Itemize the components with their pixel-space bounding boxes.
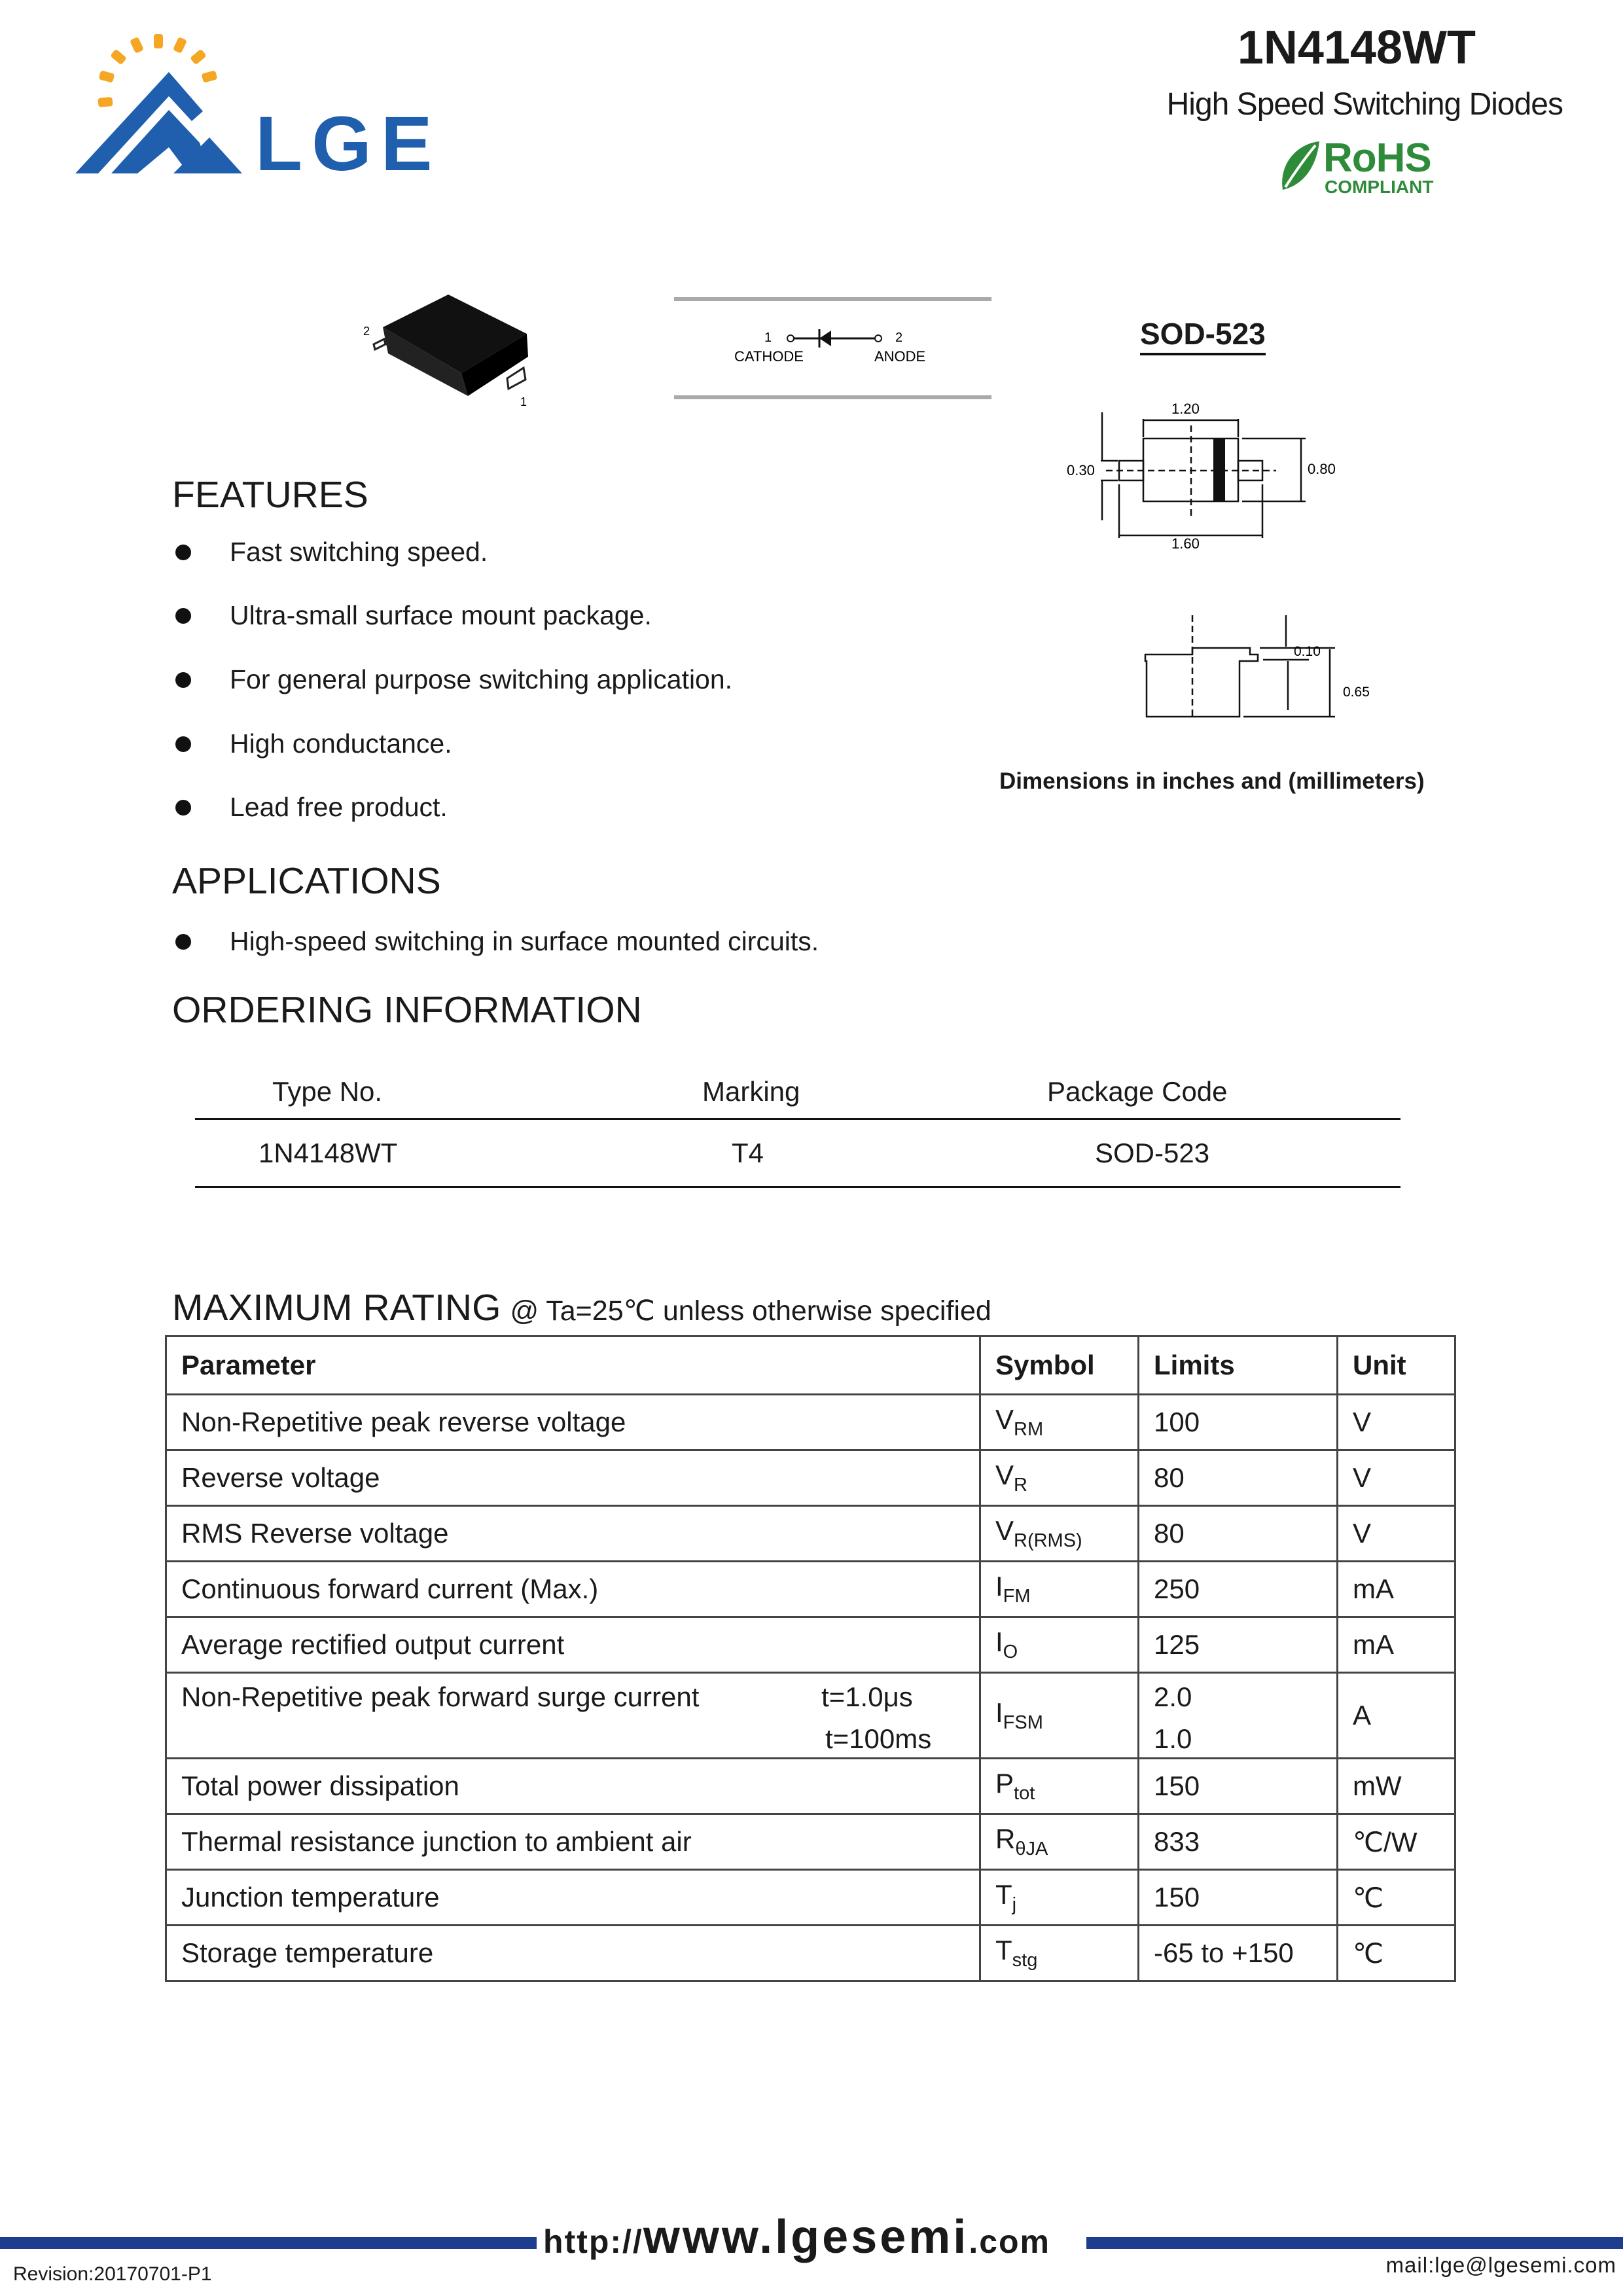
- limit-cell: 125: [1139, 1617, 1338, 1673]
- param-cell: Total power dissipation: [166, 1759, 980, 1814]
- mountain-icon: [75, 72, 242, 173]
- table-header-row: [166, 1336, 1455, 1395]
- table-row: [166, 1562, 1455, 1617]
- features-title: FEATURES: [172, 474, 368, 516]
- cathode-label: CATHODE: [734, 348, 804, 365]
- table-row: [166, 1673, 1455, 1759]
- limit-cell: 80: [1139, 1450, 1338, 1506]
- rating-title: MAXIMUM RATING: [172, 1287, 501, 1329]
- param-cell: Non-Repetitive peak forward surge current t=1.0μs t=100ms: [166, 1673, 980, 1759]
- limit-cell: 833: [1139, 1814, 1338, 1870]
- symbol-cell: $V_R$: [980, 1450, 1139, 1506]
- bullet-icon: [175, 672, 191, 688]
- table-header-cell: Limits: [1139, 1336, 1338, 1395]
- param-cell: Junction temperature: [166, 1870, 980, 1926]
- dim-top-width: 1.20: [1171, 401, 1200, 417]
- rating-condition: @ Ta=25℃ unless otherwise specified: [510, 1295, 991, 1327]
- bullet-icon: [175, 545, 191, 560]
- table-row: [195, 1122, 1400, 1179]
- table-row: [166, 1926, 1455, 1981]
- table-header-cell: Unit: [1338, 1336, 1455, 1395]
- bullet-icon: [175, 736, 191, 752]
- divider: [195, 1118, 1400, 1120]
- unit-cell: ℃: [1338, 1870, 1455, 1926]
- symbol-cell: $V_{RM}$: [980, 1395, 1139, 1450]
- unit-cell: V: [1338, 1395, 1455, 1450]
- revision-text: Revision:20170701-P1: [13, 2263, 212, 2285]
- symbol-cell: $R_{\theta JA}$: [980, 1814, 1139, 1870]
- limit-cell: 150: [1139, 1870, 1338, 1926]
- condition-text: t=100ms: [825, 1723, 932, 1754]
- table-header-cell: Type No.: [272, 1076, 383, 1107]
- table-cell: SOD-523: [1095, 1138, 1210, 1168]
- symbol-cell: $I_O$: [980, 1617, 1139, 1673]
- package-title: SOD-523: [1140, 316, 1266, 355]
- dim-bottom-width: 1.60: [1171, 535, 1200, 552]
- table-row: [166, 1506, 1455, 1562]
- unit-cell: mA: [1338, 1617, 1455, 1673]
- param-cell: Non-Repetitive peak reverse voltage: [166, 1395, 980, 1450]
- bullet-icon: [175, 608, 191, 624]
- package-side-view-drawing: [1113, 615, 1387, 726]
- dim-left-height: 0.30: [1067, 462, 1095, 478]
- param-cell: RMS Reverse voltage: [166, 1506, 980, 1562]
- table-row: [166, 1450, 1455, 1506]
- table-header-cell: Symbol: [980, 1336, 1139, 1395]
- table-row: [166, 1870, 1455, 1926]
- bullet-icon: [175, 800, 191, 816]
- max-rating-table: [165, 1335, 1456, 1982]
- limit-cell: 80: [1139, 1506, 1338, 1562]
- pin1-number: 1: [764, 331, 772, 345]
- ordering-table: [195, 1060, 1400, 1175]
- table-header-cell: Marking: [702, 1076, 800, 1107]
- unit-cell: mW: [1338, 1759, 1455, 1814]
- chip-pin-right-label: 1: [520, 395, 527, 408]
- brand-text: LGE: [255, 101, 442, 183]
- footer-website-link[interactable]: http://www.lgesemi.com: [543, 2211, 1051, 2263]
- symbol-cell: $T_{stg}$: [980, 1926, 1139, 1981]
- package-top-view-drawing: [1067, 393, 1387, 556]
- pin2-number: 2: [895, 331, 903, 345]
- limit-cell: 150: [1139, 1759, 1338, 1814]
- table-row: [166, 1395, 1455, 1450]
- unit-cell: V: [1338, 1506, 1455, 1562]
- divider: [195, 1186, 1400, 1188]
- table-header-row: [195, 1060, 1400, 1118]
- product-subtitle: High Speed Switching Diodes: [1166, 87, 1563, 122]
- symbol-cell: $I_{FM}$: [980, 1562, 1139, 1617]
- table-row: [166, 1759, 1455, 1814]
- rohs-badge: [1276, 135, 1434, 197]
- ordering-title: ORDERING INFORMATION: [172, 989, 642, 1031]
- unit-cell: ℃/W: [1338, 1814, 1455, 1870]
- limit-cell: 250: [1139, 1562, 1338, 1617]
- anode-label: ANODE: [874, 348, 926, 365]
- condition-text: t=1.0μs: [821, 1681, 913, 1712]
- dim-right-height: 0.80: [1308, 461, 1336, 477]
- lge-logo: [72, 33, 478, 183]
- footer-mail-link[interactable]: mail:lge@lgesemi.com: [1385, 2253, 1616, 2277]
- table-cell: 1N4148WT: [259, 1138, 398, 1168]
- param-cell: Storage temperature: [166, 1926, 980, 1981]
- limit-cell: 100: [1139, 1395, 1338, 1450]
- dim-side-height: 0.65: [1343, 685, 1370, 700]
- diode-schematic: [674, 295, 995, 406]
- diode-symbol-icon: [819, 331, 831, 346]
- footer-bar: [1086, 2237, 1623, 2249]
- leaf-icon: [1276, 139, 1322, 192]
- chip-package-image: [357, 281, 540, 412]
- unit-cell: V: [1338, 1450, 1455, 1506]
- limit-cell: 2.0 1.0: [1139, 1673, 1338, 1759]
- param-cell: Thermal resistance junction to ambient air: [166, 1814, 980, 1870]
- symbol-cell: $I_{FSM}$: [980, 1673, 1139, 1759]
- table-row: [166, 1617, 1455, 1673]
- part-number-title: 1N4148WT: [1237, 22, 1476, 74]
- param-cell: Continuous forward current (Max.): [166, 1562, 980, 1617]
- table-cell: T4: [732, 1138, 764, 1168]
- footer-bar: [0, 2237, 537, 2249]
- param-cell: Average rectified output current: [166, 1617, 980, 1673]
- bullet-icon: [175, 934, 191, 950]
- rating-heading: [172, 1286, 991, 1329]
- chip-pin-left-label: 2: [363, 325, 370, 338]
- param-cell: Reverse voltage: [166, 1450, 980, 1506]
- dimensions-note: Dimensions in inches and (millimeters): [999, 768, 1425, 794]
- dim-side-top: 0.10: [1294, 644, 1321, 659]
- unit-cell: ℃: [1338, 1926, 1455, 1981]
- unit-cell: mA: [1338, 1562, 1455, 1617]
- table-row: [166, 1814, 1455, 1870]
- rohs-compliant-label: COMPLIANT: [1325, 177, 1434, 197]
- table-header-cell: Parameter: [166, 1336, 980, 1395]
- symbol-cell: $V_{R(RMS)}$: [980, 1506, 1139, 1562]
- unit-cell: A: [1338, 1673, 1455, 1759]
- limit-cell: -65 to +150: [1139, 1926, 1338, 1981]
- rohs-label: RoHS: [1323, 135, 1431, 181]
- symbol-cell: $T_j$: [980, 1870, 1139, 1926]
- applications-title: APPLICATIONS: [172, 860, 441, 902]
- symbol-cell: $P_{tot}$: [980, 1759, 1139, 1814]
- table-header-cell: Package Code: [1047, 1076, 1228, 1107]
